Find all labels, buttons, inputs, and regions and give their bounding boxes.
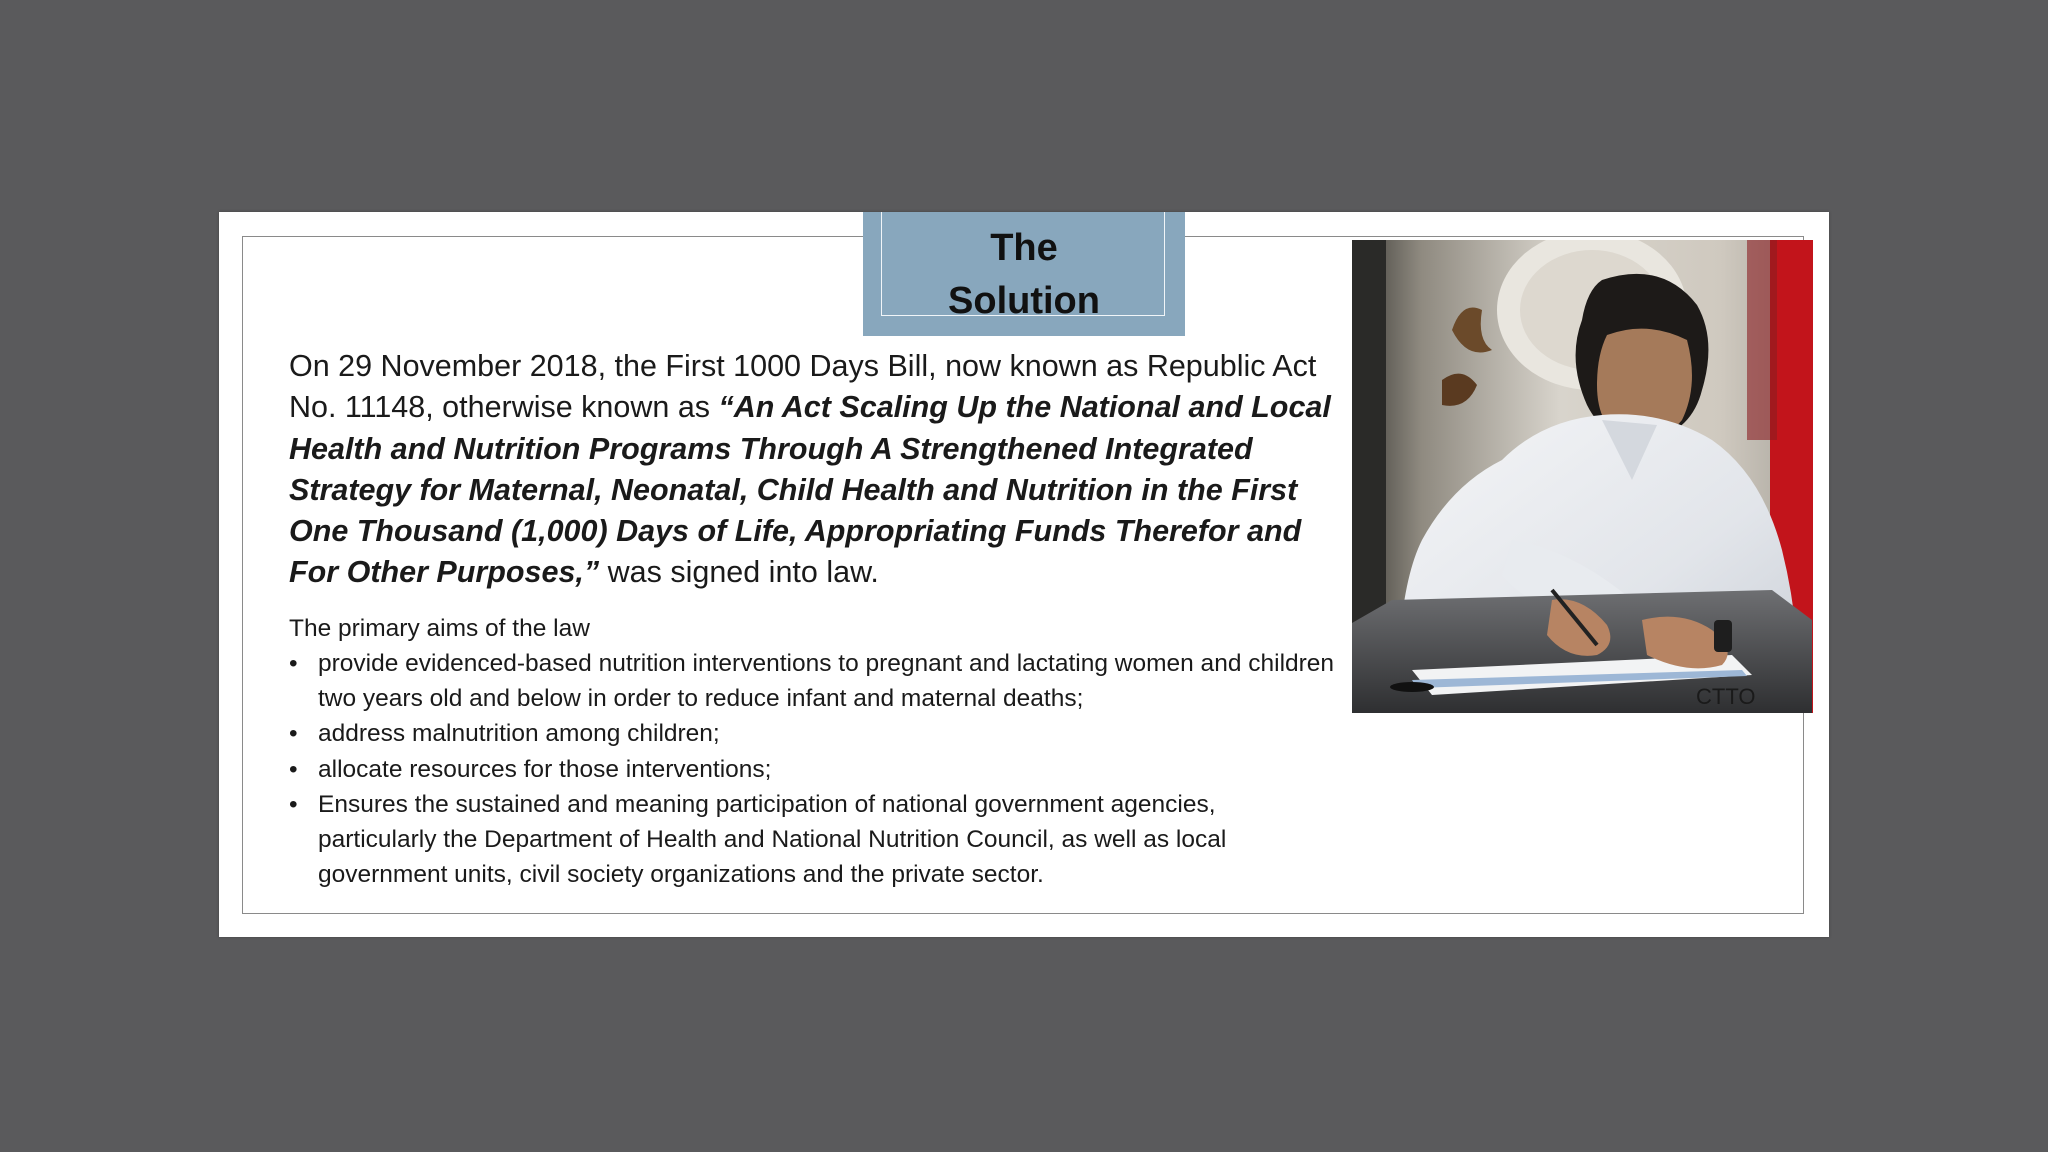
title-box [863,212,1185,336]
intro-text-start: On 29 November 2018, the First 1000 Days Bill, now known as Republic Act No. 11148, otherwise known as [289,349,1317,425]
list-item [289,752,1339,787]
intro-paragraph [289,346,1339,594]
photo-credit: CTTO [1696,684,1756,709]
aim-text: Ensures the sustained and meaning participation of national government agencies, particularly the Department of Health and National Nutrition Council, as well as local government units, civil society organizations and the private sector. [318,790,1227,889]
bullet-icon: • [289,650,298,677]
aim-text: provide evidenced-based nutrition interventions to pregnant and lactating women and children two years old and below in order to reduce infant and maternal deaths; [318,650,1335,713]
list-item [289,646,1339,716]
aims-list [289,646,1339,892]
list-item [289,787,1339,893]
slide [219,212,1829,937]
title-line-2: Solution [948,280,1100,322]
signing-photo [1352,240,1813,713]
intro-text-end: was signed into law. [599,555,879,590]
aims-heading: The primary aims of the law [289,615,590,642]
act-name: “An Act Scaling Up the National and Local Health and Nutrition Programs Through A Strengthened Integrated Strategy for Maternal, Neonatal, Child Health and Nutrition in the First One Thousand (1,000) Days of Life, Appropriating Funds Therefor and For Other Purposes,” [289,390,1331,590]
list-item [289,716,1339,751]
aim-text: address malnutrition among children; [318,720,720,748]
bullet-icon: • [289,755,298,783]
slide-title [863,222,1185,328]
title-line-1: The [990,227,1058,269]
bullet-icon: • [289,720,298,748]
aim-text: allocate resources for those interventions; [318,755,772,783]
bullet-icon: • [289,790,298,818]
